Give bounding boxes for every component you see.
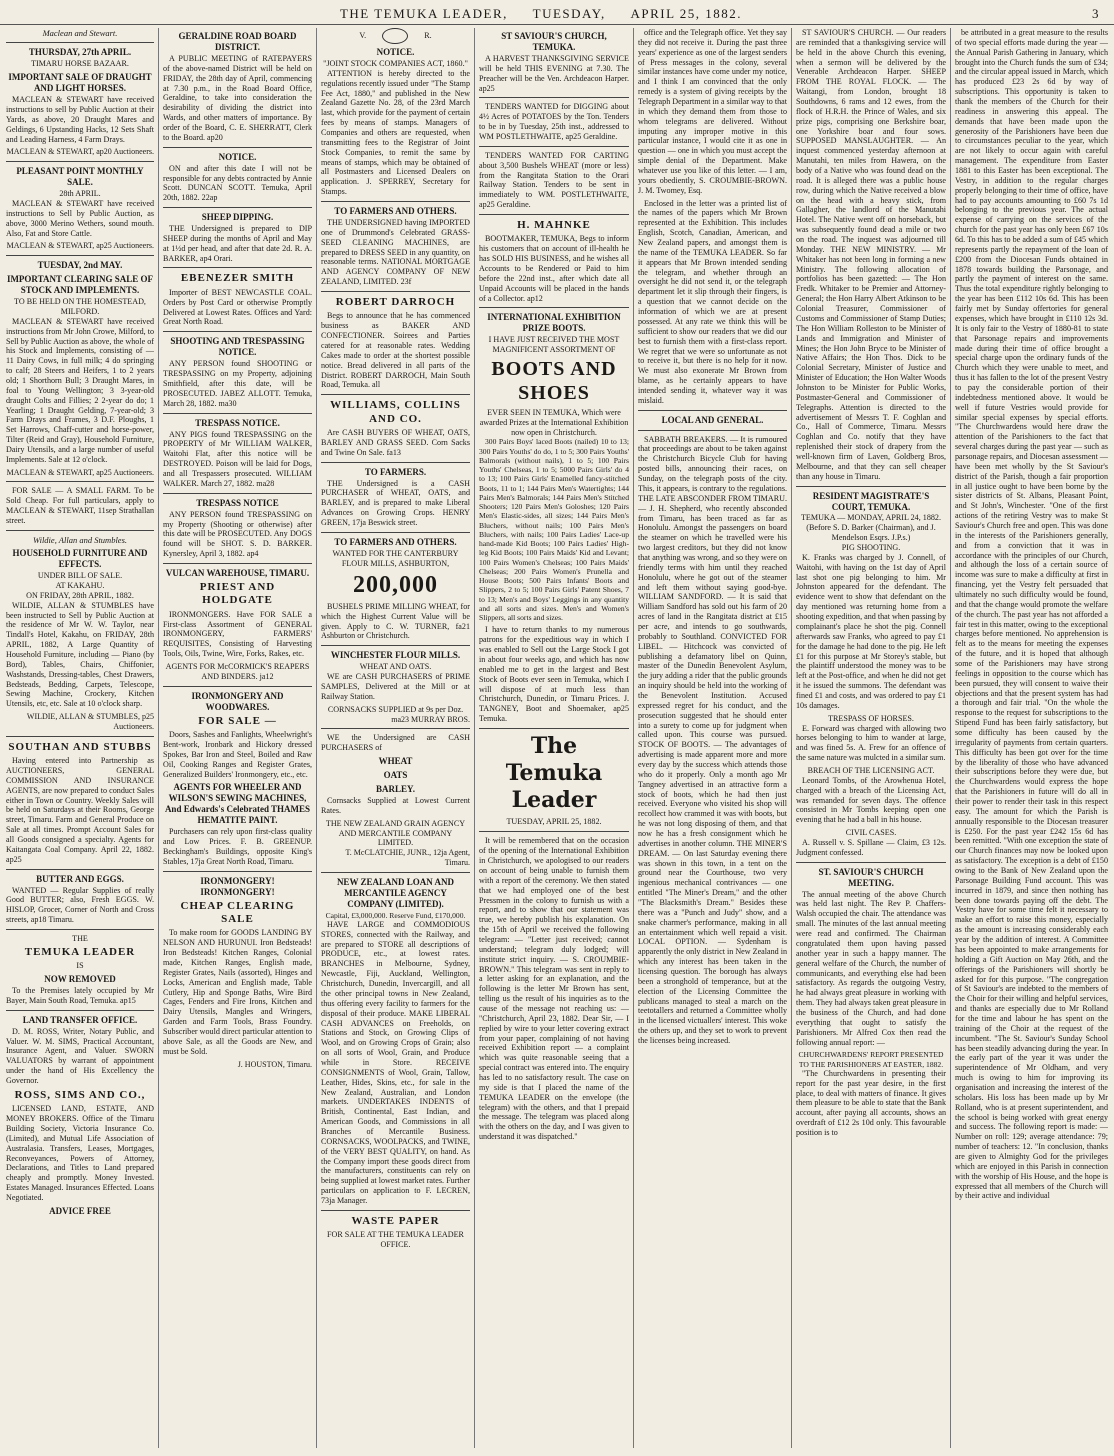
- column-6: [796, 28, 946, 1448]
- darroch-heading: ROBERT DARROCH: [335, 295, 456, 308]
- notice-body: ON and after this date I will not be responsible for any debts contracted by Annie Scott. DUNCAN SCOTT. Temuka, April 20th, 1882. 22ap: [163, 163, 312, 203]
- geraldine-body: A PUBLIC MEETING of RATEPAYERS of the above-named District will be held on FRIDAY, the 28th day of April, commencing at 7.30 p.m., in the Road Board Office, Geraldine, to take into consideration the desirability of dividing the district into Wards, and other matters of importance. By order of the Board, C. E. SHERRATT, Clerk to the Board. ap20: [163, 53, 312, 142]
- advice-free: ADVICE FREE: [49, 1205, 111, 1216]
- the-label: THE: [72, 933, 88, 943]
- cornsacks-text: CORNSACKS SUPPLIED at 9s per Doz.: [327, 704, 464, 714]
- wildie-signature: WILDIE, ALLAN & STUMBLES, p25 Auctioneers.: [26, 712, 154, 731]
- removed-body: To the Premises lately occupied by Mr Bayer, Main South Road, Temuka. ap15: [6, 986, 154, 1005]
- removed-heading: NOW REMOVED: [44, 974, 116, 985]
- civil-heading: CIVIL CASES.: [845, 828, 897, 838]
- report-continued: be attributed in a great measure to the results of two special efforts made during the year — the Annual Parish Gathering in January, which brought into the Church funds the sum of £34; and the circular appeal issued in March, which has produced £23 2s 6d by way of subscriptions. This opportunity is taken to thank the members of the Church for their readiness in answering this appeal. The demands that have been made upon the generosity of the Parishioners have been due to circumstances peculiar to the year, which are not likely to occur again with careful management. The expenditure from Easter 1881 to this Easter has been exceptional. The Vestry, in addition to the regular charges properly belonging to their time of office, have had to pay accounts amounting to £60 7s 1d belonging to the previous year. The actual expense of carrying on the services of the church for the past year has only been £67 10s 6d. To this has to be added a sum of £45 which represents partly the repayment of the loan of £200 from the Diocesan Funds obtained in 1878 towards building the Parsonage, and partly the payment of interest on the same. Thus the total expenditure rightly belonging to the year has been £112 10s 6d. This has been fairly met by Sunday offertories for general expenses, which have brought in £110 12s 3d. It is only fair to the Vestry of 1880-81 to state that Parsonage repairs and improvements made during their time of office brought a special charge upon the ordinary funds of the Church which they were unable to meet, and thus it has fallen to the lot of the present Vestry to pay the considerable portion of their indebtedness mentioned above. It would be well if future Vestries would provide for similar special expenses by special efforts. "The Churchwardens would here draw the attention of the Parishioners to the fact that several charges during the past year — such as parsonage repairs, and Diocesan assessment — have been met wholly by the St Saviour's district of the Parish, though a fair proportion in all justice ought to have been borne by the sister districts of St. Albans, Pleasant Point, and St John's, Winchester. "One of the first actions of the retiring Vestry was to make St Saviour's Church free and open. This was done in the interests of the Parishioners generally, and from a conviction that it was in accordance with the principles of our Church, and although the loss of a certain source of income was sure to make a difficulty at first in financing, yet the Vestry felt persuaded that ultimately no such difficulty would be found, and that the change would promote the welfare of the church. The past year has not afforded a fair test in this matter, owing to the exceptional charges before mentioned. No apprehension is felt as to the means for meeting the expenses of the future, and it is hoped that although some of the Parishioners may have strong feelings in opposition to the course which has been pursued, they will consent to waive their objections and that the present system has had a thorough and fair trial. "On the whole the response to the request for subscriptions to the Stipend Fund has been fairly satisfactory, but some difficulty has been caused by the irregularity of payments from certain quarters. This difficulty has been got over for the time by the liberality of those who have advanced their subscriptions before they were due, but the Churchwardens would express the hope that the Parishioners in future will do all in their power to render their task in this respect easy. The amount for which the Parish is annually responsible to the Diocesan treasurer is £250. For the past year £242 15s 6d has been remitted. "With one exception the state of our Church finances may now be looked upon as satisfactory. The exception is a debt of £150 owing to the Bank of New Zealand upon the Parsonage Building Fund account. This was incurred in 1879, and since then nothing has been done towards paying off the debt. The Vestry have for some time felt it necessary to make an effort to raise this money, especially as the amount is increasing considerably each year by the addition of interest. A Committee has been appointed to make arrangements for holding a Gift Auction on May 26th, and the offerings of the Parishioners will shortly be asked for for this purpose. "The congregation of St Saviour's are indebted to the members of the Choir for their willing and helpful services, and thanks are especially due to Mr Rolland for the time and labour he has spent on the training of the Choir at the request of the incumbent. "The St. Saviour's Sunday School has been steadily advancing during the year. In the early part of the year it was under the superintendence of Mr Oldham, and very much is owing to him for improving its organisation and increasing the interest of the scholars. His loss has been made up by Mr Rolland, who is at present superintendent, and the school is being worked with great energy and success. The following report is made: — Number on roll: 129; average attendance: 79; number of teachers: 12. "In conclusion, thanks are given to Almighty God for the privileges which are enjoyed in this Parish in connection with the worship of His House, and the hope is expressed that all members of the Church will by their active and individual: [955, 28, 1108, 1201]
- church-body: A HARVEST THANKSGIVING SERVICE will be held THIS EVENING at 7.30. The Preacher will be the Ven. Archdeacon Harper. ap25: [479, 53, 629, 93]
- local-heading: LOCAL AND GENERAL.: [661, 414, 764, 425]
- advertiser-heading: Maclean and Stewart.: [42, 28, 118, 38]
- ross-heading: ROSS, SIMS AND CO.,: [14, 1088, 146, 1101]
- waste-heading: WASTE PAPER: [351, 1214, 440, 1227]
- masthead: [0, 6, 1114, 25]
- report-body: "The Churchwardens in presenting their report for the past year desire, in the first place, to deal with matters of finance. It gives them pleasure to be able to state that the Bank account, after paying all accounts, shows an overdraft of £12 2s 10d only. This favourable position is to: [796, 1068, 946, 1138]
- column-5: [638, 28, 787, 1448]
- boots-list: 300 Pairs Boys' laced Boots (nailed) 10 to 13; 300 Pairs Youths' do do, 1 to 5; 300 Pairs Youths' Balmorals (without nails), 1 to 5; 100 Pairs Youths' Chelseas, 1 to 5; 5000 Pairs Girls' do 4 to 13; 100 Pairs Girls' Enamelled fancy-stitched Boots, 11 to 1; 144 Pairs Men's Watertights; 144 Pairs Men's Balmorals; 144 Pairs Men's Stitched Shooters; 120 Pairs Men's Goloshes; 120 Pairs Men's Elastic-sides, all sizes; 144 Pairs Men's Bluchers, without nails; 100 Pairs Men's Bluchers, with nails; 100 Pairs Ladies' Lace-up hand-made Kid Boots; 100 Pairs Ladies' High-leg Kid Boots; 100 Pairs Maids' Kid and Levant; 100 Pairs Women's Chelseas; 100 Pairs Maids' Chelseas; 200 Pairs Women's Prunella and House Boots; 500 Pairs Infants' Boots and Slippers, 2 to 5; 100 Pairs Girls' Patent Shoes, 7 to 13; Men's and Boys' Leggings in any quantity and all sorts and sizes. Men's and Women's Slippers, all sorts and sizes.: [479, 437, 629, 623]
- ebenezer-body: Importer of BEST NEWCASTLE COAL. Orders by Post Card or otherwise Promptly Delivered at Lowest Rates. Offices and Yard: Great North Road.: [163, 287, 312, 327]
- forsale-body: FOR SALE — A SMALL FARM. To be Sold Cheap. For full particulars, apply to MACLEAN & STEWART, 11sep Strathallan street.: [6, 486, 154, 525]
- civil-body: A. Russell v. S. Spillane — Claim, £3 12s. Judgment confessed.: [796, 837, 946, 857]
- thanks-body: I have to return thanks to my numerous patrons for the expeditious way in which I was enabled to Sell out the Large Stock I got in about four weeks ago, and which has now enabled me to get in the largest and Best Stock of Boots ever seen in Temuka, which I will dispose of at much less than Christchurch, Dunedin, or Timaru Prices. J. TANGNEY, Boot and Shoemaker, ap25 Temuka.: [479, 625, 629, 724]
- meeting-heading: ST. SAVIOUR'S CHURCH MEETING.: [818, 866, 924, 888]
- paper-name: THE TEMUKA LEADER,: [339, 6, 508, 21]
- intl-heading: INTERNATIONAL EXHIBITION PRIZE BOOTS.: [487, 312, 621, 334]
- jsca-body: ATTENTION is hereby directed to the regulations recently issued under "The Stamp Fee Act, 1880," and published in the New Zealand Gazette No. 28, of the 23rd March last, which provide for the payment of certain fees by means of stamps. Managers of Companies and others are requested, when transmitting fees to the Registrar of Joint Stock Companies, to remit the same by means of stamps, which may be obtained of all Postmasters and Licensed Dealers on application. J. SPERREY, Secretary for Stamps.: [321, 68, 470, 197]
- column-rule: [158, 28, 159, 1448]
- homestead-heading: TO BE HELD ON THE HOMESTEAD, MILFORD.: [14, 297, 146, 316]
- editorial-continued: office and the Telegraph office. Yet they say they did not receive it. During the past three years' experience as one of the largest senders of Press messages in the colony, several similar instances have come under my notice, and I think I am convinced that the only remedy is a system of giving receipts by the Telegraph Department in a similar way to that in which they demand them from those to whom telegrams are delivered. Without imputing any improper motive in this particular instance, I would cite it as one in question — one in which you must accept the simple denial of the Department. Make whatever use you like of this letter. — I am, yours obediently, S. CROUMBIE-BROWN. J. M. Twomey, Esq.: [638, 28, 787, 195]
- friday-date: ON FRIDAY, 28th APRIL, 1882.: [26, 590, 134, 600]
- nzgrain-heading: THE NEW ZEALAND GRAIN AGENCY AND MERCANTILE COMPANY LIMITED.: [325, 818, 466, 848]
- report-heading: CHURCHWARDENS' REPORT PRESENTED TO THE PARISHIONERS AT EASTER, 1882.: [798, 1050, 944, 1069]
- editorial-body: It will be remembered that on the occasion of the opening of the International Exhibition in Christchurch, we apologised to our readers on account of being unable to furnish them with a report of the ceremony. We then stated that we had employed one of the best Pressmen in the colony to furnish us with a report, and to show that our statement was true, we hereby publish his explanation. On the 15th of April we received the following telegram: — "Letter just received; cannot understand; telegram duly lodged; will institute strict inquiry. — S. CROUMBIE-BROWN." This telegram was sent in reply to a letter asking for an explanation, and the following is the letter Mr Brown has sent, telling us the result of his inquiries as to the cause of the message not reaching us: — "Christchurch, April 23, 1882. Dear Sir, — I replied by wire to your letter covering extract from your paper, complaining of not having received Exhibition report — a complaint which was quite reasonable seeing that a special contract was entered into. The enquiry has led to no satisfactory result. The case on my side is that I placed the name of the TEMUKA LEADER on the envelope (the telegram) with the others, and that I prepaid the message. The telegram was placed along with the others on the day, and I was given to understand it was dispatched.": [479, 836, 629, 1142]
- r-letter: R.: [424, 30, 432, 40]
- tenders-body: TENDERS WANTED for DIGGING about 4½ Acres of POTATOES by the Ton. Tenders to be in by Tuesday, 25th inst., addressed to WM POSTLETHWAITE, ap25 Geraldine.: [479, 102, 629, 141]
- clearing-signature: MACLEAN & STEWART, ap25 Auctioneers.: [6, 467, 154, 477]
- column-rule: [316, 28, 317, 1448]
- trespass-heading: TRESPASS NOTICE.: [195, 417, 280, 428]
- column-1: [6, 28, 154, 1448]
- meeting-body: The annual meeting of the above Church was held last night. The Rev P. Chaffers-Walsh occupied the chair. The attendance was small. The minutes of the last annual meeting were read and confirmed. The Chairman congratulated them upon having passed another year in such a happy manner. The general welfare of the Church, the number of communicants, and everything else had been satisfactory. As regards the outgoing Vestry, he had always great pleasure in working with them. They had always taken great pleasure in the business of the Church, and had done everything that ought to satisfy the Parishioners. Mr Alfred Cox then read the following annual report: —: [796, 889, 946, 1047]
- capital-text: Capital, £3,000,000. Reserve Fund, £170,000.: [325, 910, 466, 920]
- column-rule: [950, 28, 951, 1448]
- mahnke-body: BOOTMAKER, TEMUKA, Begs to inform his customers that on account of ill-health he has SOLD HIS BUSINESS, and he wishes all Accounts to be Rendered or Paid to him before the 22nd inst., after which date all Unpaid Accounts will be placed in the hands of a Collector. ap12: [479, 234, 629, 303]
- column-rule: [791, 28, 792, 1448]
- column-rule: [474, 28, 475, 1448]
- southan-heading: SOUTHAN AND STUBBS: [8, 740, 152, 753]
- mcclatchie-signature: T. McCLATCHIE, JUNR., 12ja Agent, Timaru.: [345, 848, 470, 867]
- court-heading: RESIDENT MAGISTRATE'S COURT, TEMUKA.: [812, 490, 930, 512]
- crest-icon: [382, 28, 408, 44]
- land-heading: LAND TRANSFER OFFICE.: [22, 1014, 138, 1025]
- tenders2-body: TENDERS WANTED FOR CARTING about 3,500 Bushels WHEAT (more or less) from the Rangitata Station to the Orari Railway Station. Tenders to be sent in immediately to WM. POSTLETHWAITE, ap25 Geraldine.: [479, 150, 629, 210]
- trespass-body: ANY PIGS found TRESPASSING on the PROPERTY of Mr WILLIAM WALKER, Waitohi Flat, after this notice will be DESTROYED. Poison will be laid for Dogs, and all Trespassers prosecuted. WILLIAM WALKER. March 27, 1882. ma28: [163, 429, 312, 488]
- church-heading: ST SAVIOUR'S CHURCH, TEMUKA.: [501, 31, 607, 52]
- murray-signature: ma23 MURRAY BROS.: [391, 714, 470, 724]
- williams-body: Are CASH BUYERS OF WHEAT, OATS, BARLEY AND GRASS SEED. Corn Sacks and Twine On Sale. fa13: [321, 428, 470, 457]
- household-heading: HOUSEHOLD FURNITURE AND EFFECTS.: [12, 548, 148, 570]
- breach-heading: BREACH OF THE LICENSING ACT.: [807, 765, 935, 775]
- undersigned-text: WE the Undersigned are CASH PURCHASERS of: [321, 733, 470, 753]
- ironmongery2-heading: IRONMONGERY! IRONMONGERY!: [200, 875, 275, 897]
- pleasant-body: MACLEAN & STEWART have received instructions to Sell by Public Auction, as above, 3000 Merino Wethers, sound mouth. Also, Fat and Store Cattle.: [6, 198, 154, 238]
- sale-subtitle: IMPORTANT SALE OF DRAUGHT AND LIGHT HORSES.: [8, 72, 152, 94]
- farmers-body: THE UNDERSIGNED having IMPORTED one of Drummond's Celebrated GRASS-SEED CLEANING MACHINES, are prepared to DRESS SEED in any quantity, on reasonable terms. NATIONAL MORTGAGE AND AGENCY COMPANY OF NEW ZEALAND, LIMITED. 23f: [321, 217, 470, 287]
- sale-body: MACLEAN & STEWART have received instructions to sell by Public Auction at their Yards, as above, 20 Draught Mares and Geldings, 6 Upstanding Hacks, 12 Sets Shaft and Leading Harness, 4 Farm Drays.: [6, 95, 154, 144]
- pleasant-heading: PLEASANT POINT MONTHLY SALE.: [16, 166, 144, 188]
- priest-heading: PRIEST AND HOLDGATE: [199, 580, 276, 607]
- shooting-heading: SHOOTING AND TRESPASSING NOTICE.: [170, 336, 305, 358]
- wheat-label: WHEAT: [378, 756, 413, 767]
- court-date: TEMUKA — MONDAY, APRIL 24, 1882.: [800, 513, 941, 523]
- cash-body: WE are CASH PURCHASERS of PRIME SAMPLES, Delivered at the Mill or at Railway Station.: [321, 672, 470, 701]
- ross-body: LICENSED LAND, ESTATE, AND MONEY BROKERS. Office of the Timaru Building Society, Victoria Insurance Co. (Limited), and Mutual Life Association of Australasia. Transfers, Leases, Mortgages, Reconveyances, Powers of Attorney, Declarations, and Titles to Land prepared cheaply and promptly. Money Invested. Estates Managed. Insurances Effected. Loans Negotiated.: [6, 1104, 154, 1203]
- bushels-figure: 200,000: [353, 571, 438, 598]
- editorial-closing: Enclosed in the letter was a printed list of the names of the papers which Mr Brown represented at the Exhibition. This includes English, Scotch, Canadian, American, and New Zealand papers, and amongst them is the name of the TEMUKA LEADER. So far it appears that Mr Brown intended sending the telegram, and whether through an oversight he did not send it, or the telegraph department let it slip through their fingers, is a question that we cannot decide on the information of which we are at present possessed. At any rate we think this will be sufficient to show our readers that we did our best to furnish them with a first-class report. We regret that we were so unfortunate as not to receive it, but there is no help for it now. We must also exonerate Mr Brown from blame, as he certainly appears to have intended sending it, whatever way it was mislaid.: [638, 198, 787, 405]
- land-body: D. M. ROSS, Writer, Notary Public, and Valuer. W. M. SIMS, Practical Accountant, Insurance Agent, and Valuer. SWORN VALUATORS by warrant of appointment under the hand of His Excellency the Governor.: [6, 1026, 154, 1086]
- nzloan-body: HAVE LARGE and COMMODIOUS STORES, connected with the Railway, and are prepared to STORE all descriptions of PRODUCE, etc., at lowest rates. BRANCHES in Melbourne, Sydney, Newcastle, Fiji, Auckland, Wellington, Christchurch, Dunedin, Invercargill, and all the other principal towns in New Zealand, thus offering every facility to farmers for the disposal of their produce. MAKE LIBERAL CASH ADVANCES on Freeholds, on Stations and Stock, on Growing Clips of Wool, and on Growing Crops of Grain; also on all sorts of Wool, Grain, and Produce while in Store. RECEIVE CONSIGNMENTS of Wool, Grain, Tallow, Leather, Hides, Skins, etc., for sale in the New Zealand, Australian, and London markets. UNDERTAKES INDENTS of British, Continental, East Indian, and American Goods, and Commissions in all Branches of Mercantile Business. CORNSACKS, WOOLPACKS, and TWINE, of the VERY BEST QUALITY, on hand. As the Company import these goods direct from the manufacturers, constituents can rely on being supplied at lowest market rates. Further particulars on application to F. LECREN, 73ja Manager.: [321, 919, 470, 1205]
- tofarmers-body: THE Undersigned is a CASH PURCHASER of WHEAT, OATS, and BARLEY, and is prepared to make Liberal Advances on Growing Crops. HENRY GREEN, 17ja Beswick street.: [321, 478, 470, 528]
- geraldine-heading: GERALDINE ROAD BOARD DISTRICT.: [178, 31, 297, 52]
- clearing-heading: IMPORTANT CLEARING SALE OF STOCK AND IMPLEMENTS.: [6, 274, 154, 296]
- ironmongery-heading: IRONMONGERY AND WOODWARES.: [191, 690, 284, 712]
- boots-heading: BOOTS AND SHOES: [491, 358, 617, 405]
- sale-title: TIMARU HORSE BAZAAR.: [31, 59, 129, 69]
- vulcan-heading: VULCAN WAREHOUSE, TIMARU.: [165, 567, 310, 578]
- waste-body: FOR SALE AT THE TEMUKA LEADER OFFICE.: [327, 1230, 464, 1250]
- issue-day: TUESDAY,: [532, 6, 606, 21]
- agents-text: AGENTS FOR McCORMICK'S REAPERS AND BINDERS. ja12: [165, 662, 310, 681]
- vr-cipher: [321, 28, 470, 44]
- local-body: SABBATH BREAKERS. — It is rumoured that proceedings are about to be taken against the Christchurch Bicycle Club for having posted bills, announcing their races, on Sunday, on the telegraph posts of the city. This, it appears, is contrary to the regulations. THE LATE ABSCONDER FROM TIMARU. — J. H. Shepherd, who recently absconded from Timaru, has been traced as far as Honolulu. Amongst the passengers on board the steamer on which he travelled were his two largest creditors, but they did not know that anything was wrong, and so they were on friendly terms with him until they reached Honolulu, where he got out of the steamer and left them without saying good-bye. WILLIAM SANDFORD. — It is said that William Sandford has sold out his farm of 20 acres of land in the Rangitata district at £15 per acre, and intends to go southwards, probably to Southland. CONVICTED FOR LIBEL. — Hitchcock was convicted of publishing a defamatory libel on Quinn, master of the Dunedin Benevolent Asylum, the jury adding a rider that the public grounds an inquiry should be held into the working of the Benevolent Institution. Accused expressed regret for his conduct, and the prosecution suggested that he should enter into a surety to come up for judgment when called upon. This course was pursued. STOCK OF BOOTS. — The advantages of advertising is made apparent more and more every day by the success which attends those who do it properly. Only a month ago Mr Tangney advertised in an attractive form a stock of boots, which he had then just received. Everyone who visited his shop will recollect how crammed it was with boots, but he was not long disposing of them, and that now he has a fresh consignment which he advertises in another column. THE MINER'S DREAM. — On last Saturday evening there was shown in this town, in a tent on the ground near the Courthouse, two very ingenious mechanical contrivances — one entitled "The Miner's Dream," and the other "The Blacksmith's Dream." Besides these there was a "Punch and Judy" show, and a snake charmer's performance, making in all an entertainment which well repaid a visit. LOCAL OPTION. — Sydenham is apparently the only district in New Zealand in which any interest has been taken in the licensing question. The borough has always been a stronghold of temperance, but at the election of the Licensing Committee the publicans managed to steal a march on the teetotallers and returned a Committee wholly in the licensed victuallers' interest. This woke the others up, and they set to work to prevent the licenses being increased.: [638, 434, 787, 1046]
- wheeler-body: Purchasers can rely upon first-class quality and Low Prices. F. B. GREENUP. Beckingham's Buildings, opposite King's Stables, 17ja Great North Road, Timaru.: [163, 827, 312, 866]
- column-3: [321, 28, 470, 1448]
- column-rule: [633, 28, 634, 1448]
- farmers2-heading: TO FARMERS AND OTHERS.: [334, 536, 457, 547]
- darroch-body: Begs to announce that he has commenced business as BAKER AND CONFECTIONER. Soirees and Parties catered for at reasonable rates. Wedding Cakes made to order at the shortest possible notice. Bread delivered in all parts of the District. ROBERT DARROCH, Main South Road, Temuka. all: [321, 311, 470, 390]
- butter-body: WANTED — Regular Supplies of really Good BUTTER; also, Fresh EGGS. W. HISLOP, Grocer, Corner of North and Cross streets, ap18 Timaru.: [6, 885, 154, 925]
- williams-heading: WILLIAMS, COLLINS AND CO.: [330, 399, 461, 425]
- boots-sub: EVER SEEN IN TEMUKA, Which were awarded Prizes at the International Exhibition now open in Christchurch.: [479, 407, 629, 437]
- received-text: I HAVE JUST RECEIVED THE MOST MAGNIFICENT ASSORTMENT OF: [488, 335, 620, 355]
- butter-heading: BUTTER AND EGGS.: [36, 873, 124, 884]
- priest-body: IRONMONGERS. Have FOR SALE a First-class Assortment of GENERAL IRONMONGERY, FARMERS' REQUISITES, Consisting of Harvesting Tools, Oils, Twine, Wire, Forks, Rakes, etc.: [163, 609, 312, 659]
- court-body: K. Franks was charged by J. Connell, of Waitohi, with having on the 1st day of April last shot one pig belonging to him. Mr Johnston appeared for the defendant. The evidence went to show that defendant on the day mentioned was returning home from a shooting expedition, and that when passing by complainant's place he shot the pig. Connell afterwards saw Franks, who agreed to pay £1 for the damage he had done to the pig. He left £1 for this purpose at Mr Storey's stable, but the plaintiff understood the money was to be left at the Post-office, and when he did not get it he issued the summons. The defendant was fined £1 and costs, and was ordered to pay £1 10s damages.: [796, 552, 946, 710]
- ebenezer-heading: EBENEZER SMITH: [180, 272, 295, 285]
- leader-masthead: The Temuka Leader: [505, 733, 603, 813]
- sheep-body: THE Undersigned is prepared to DIP SHEEP during the months of April and May at 1½d per head, and after that date 2d. R. A. BARKER, ap4 Orari.: [163, 224, 312, 263]
- wildie-heading: Wildie, Allan and Stumbles.: [32, 534, 128, 545]
- kakahu: AT KAKAHU.: [55, 581, 105, 591]
- wildie-body: WILDIE, ALLAN & STUMBLES have been instructed to Sell by Public Auction at the residence of Mr W. W. Taylor, near Tindall's Hotel, Kakahu, on FRIDAY, 28th APRIL, 1882, A Large Quantity of Household Furniture, including — Piano (by Bord), Tables, Chairs, Chiffonier, Washstands, Dressing-tables, Chest Drawers, Bedsteads, Bedding, Carpets, Telescope, Sewing Machine, Crockery, Kitchen Utensils, etc, etc. Sale at 10 o'clock sharp.: [6, 600, 154, 709]
- farmers-heading: TO FARMERS AND OTHERS.: [334, 206, 457, 216]
- breach-body: Leonard Tombs, of the Arowhenua Hotel, charged with a breach of the Licensing Act, was remanded for seven days. The offence consisted in Mr Tombs keeping open one evening that he had a ball in his house.: [796, 775, 946, 825]
- southan-body: Having entered into Partnership as AUCTIONEERS, GENERAL COMMISSION AND INSURANCE AGENTS, are now prepared to conduct Sales either in Town or Country. Weekly Sales will be held on Saturdays at their Rooms, George street, Timaru. Farm and General Produce on Sale at all times. Prompt Account Sales for all Goods consigned a specialty. Agents for Kaitangata Coal Company. April 22, 1882. ap25: [6, 756, 154, 864]
- wheat-heading: WHEAT AND OATS.: [359, 662, 432, 672]
- bill-of-sale: UNDER BILL OF SALE.: [37, 571, 123, 581]
- horses-heading: TRESPASS OF HORSES.: [828, 713, 914, 723]
- page-number: 3: [1092, 6, 1100, 21]
- leader-date: TUESDAY, APRIL 25, 1882.: [506, 817, 602, 827]
- pleasant-signature: MACLEAN & STEWART, ap25 Auctioneers.: [6, 241, 154, 251]
- horses-body: E. Forward was charged with allowing two horses belonging to him to wander at large, and was fined 5s. A. Frew for an offence of the same nature was mulcted in a similar sum.: [796, 723, 946, 763]
- pleasant-date: 28th APRIL.: [59, 189, 101, 199]
- trespass2-body: ANY PERSON found TRESPASSING on my Property (Shooting or otherwise) after this date will be PROSECUTED. Any DOGS found will be SHOT. S. D. BARKER. Kynersley, April 3, 1882. ap4: [163, 509, 312, 559]
- column-7: [955, 28, 1108, 1448]
- shooting-body: ANY PERSON found SHOOTING or TRESPASSING on my Property, adjoining Smithfield, after this date, will be PROSECUTED. JABEZ ALLOTT. Temuka, March 28, 1882. ma30: [163, 359, 312, 408]
- is-label: IS: [76, 961, 84, 971]
- cheap-body: To make room for GOODS LANDING BY NELSON AND HURUNUI. Iron Bedsteads! Iron Bedsteads! Kitchen Ranges, Colonial made, Kitchen Ranges, English made, Register Grates, Nails (assorted), Hinges and Locks, American and English made, Table Cutlery, Hip and Sponge Baths, Wire Bird Cages, Fenders and Fire Irons, Kitchen and Dairy Utensils, Mangles and Wringers, Garden and Farm Tools, Brass Foundry. Subscriber would direct particular attention to above Sale, as all the Goods are New, and must be Sold.: [163, 928, 312, 1056]
- court-before: (Before S. D. Barker (Chairman), and J. Mendelson Esqrs. J.P.s.): [806, 523, 936, 543]
- v-letter: V.: [359, 30, 367, 40]
- winchester-heading: WINCHESTER FLOUR MILLS.: [330, 650, 461, 661]
- notice-heading: NOTICE.: [218, 151, 257, 162]
- tofarmers-heading: TO FARMERS.: [364, 466, 427, 477]
- oats-label: OATS: [383, 770, 408, 781]
- leader-label: TEMUKA LEADER: [24, 945, 136, 958]
- nzloan-heading: NEW ZEALAND LOAN AND MERCANTILE AGENCY COMPANY (LIMITED).: [336, 876, 455, 909]
- forsale-body: Doors, Sashes and Fanlights, Wheelwright's Bent-work, Ironbark and Hickory dressed Spokes, Bar Iron and Steel, Boiled and Raw Oil, Cooking Ranges and Register Grates, Generalized Builders' Ironmongery, etc., etc.: [163, 730, 312, 779]
- pig-heading: PIG SHOOTING.: [841, 543, 901, 553]
- jsca-heading: "JOINT STOCK COMPANIES ACT, 1860.": [323, 58, 468, 68]
- cheap-heading: CHEAP CLEARING SALE: [180, 899, 295, 926]
- trespass2-heading: TRESPASS NOTICE: [196, 497, 279, 508]
- cornsacks2-text: Cornsacks Supplied at Lowest Current Rates.: [321, 795, 470, 815]
- houston-signature: J. HOUSTON, Timaru.: [237, 1059, 312, 1069]
- sale-signature: MACLEAN & STEWART, ap20 Auctioneers.: [6, 147, 154, 157]
- mahnke-heading: H. MAHNKE: [517, 218, 591, 231]
- local-continued: ST SAVIOUR'S CHURCH. — Our readers are reminded that a thanksgiving service will be held in the above Church this evening, when a sermon will be delivered by the Venerable Archdeacon Harper. SHEEP FROM THE ROYAL FLOCK. — The Waitangi, from London, brought 18 Southdowns, 6 rams and 12 ewes, from the flock of H.R.H. the Prince of Wales, and six prize pigs, comprising one Berkshire boar, one Yorkshire boar and four sows. SUPPOSED MANSLAUGHTER. — An inquest commenced yesterday afternoon at Manutahi, ten miles from Hawera, on the body of a Native who was found dead on the road. It is alleged there was a public house row, during which the Native received a blow on the head with a heavy stick, from Gallagher, the landlord of the Manutahi Hotel. The Native went off on horseback, but was subsequently found dead a mile or two on the road. The inquest was adjourned till Monday. THE NEW MINISTRY. — Mr Whitaker has not been long in forming a new Ministry. The following allocation of portfolios has been gazetted: — The Hon Fredk. Whitaker to be Premier and Attorney-General; the Hon Harry Albert Atkinson to be Colonial Treasurer, Commissioner of Customs and Commissioner of Stamp Duties; The Hon William Rolleston to be Minister of Lands and Immigration and Minister of Mines; the Hon John Bryce to be Minister of Native Affairs; the Hon Thos. Dick to be Colonial Secretary, Minister of Justice and Minister of Education; the Hon Walter Woods Johnston to be Minister for Public Works, Postmaster-General and Commissioner of Telegraphs. Attention is directed to the advertisement of Messrs T. F. Coghlan and Co., Hall of Commerce, Timaru. Messrs Coghlan and Co. notify that they have replenished their stock of drapery from the well-known firm of Laven, Goldberg Bros, Melbourne, and that they can sell cheaper than any house in Timaru.: [796, 28, 946, 481]
- column-4: [479, 28, 629, 1448]
- wheeler-heading: AGENTS FOR WHEELER AND WILSON'S SEWING MACHINES, And Edwards's Celebrated THAMES HEMATITE PAINT.: [164, 782, 311, 826]
- sheep-heading: SHEEP DIPPING.: [201, 212, 274, 223]
- wanted-heading: WANTED FOR THE CANTERBURY FLOUR MILLS, ASHBURTON,: [332, 548, 459, 568]
- barley-label: BARLEY.: [376, 783, 415, 794]
- clearing-body: MACLEAN & STEWART have received instructions from Mr John Crowe, Milford, to Sell by Public Auction as above, the whole of his Stock and Implements, consisting of — 11 Dairy Cows, in full milk; 4 do springing to calf; 28 Steers and Heifers, 1 to 2 years old; 1 Shorthorn Bull; 3 Draught Mares, in foal to Young Wellington; 3 3-year-old draught Colts and Fillies; 2 2-year do do; 1 Yearling; 1 Draught Gelding, 7-year-old; 3 Farm Drays and Frames, 3 D.F. Ploughs, 1 Set Harrows, Chaff-cutter and horse-power, Tilter (Reid and Gray), Household Furniture, Dairy Utensils, and a large number of useful Implements. Sale at 12 o'clock.: [6, 316, 154, 464]
- clearing-date: TUESDAY, 2nd MAY.: [37, 260, 123, 271]
- bushels-body: BUSHELS PRIME MILLING WHEAT, for which the Highest Current Value will be given. Apply to C. W. TURNER, fa21 Ashburton or Christchurch.: [321, 601, 470, 641]
- notice-heading: NOTICE.: [376, 47, 415, 57]
- sale-date: THURSDAY, 27th APRIL.: [28, 47, 132, 58]
- column-2: [163, 28, 312, 1448]
- issue-date: APRIL 25, 1882.: [630, 6, 743, 21]
- forsale-heading: FOR SALE —: [198, 714, 277, 727]
